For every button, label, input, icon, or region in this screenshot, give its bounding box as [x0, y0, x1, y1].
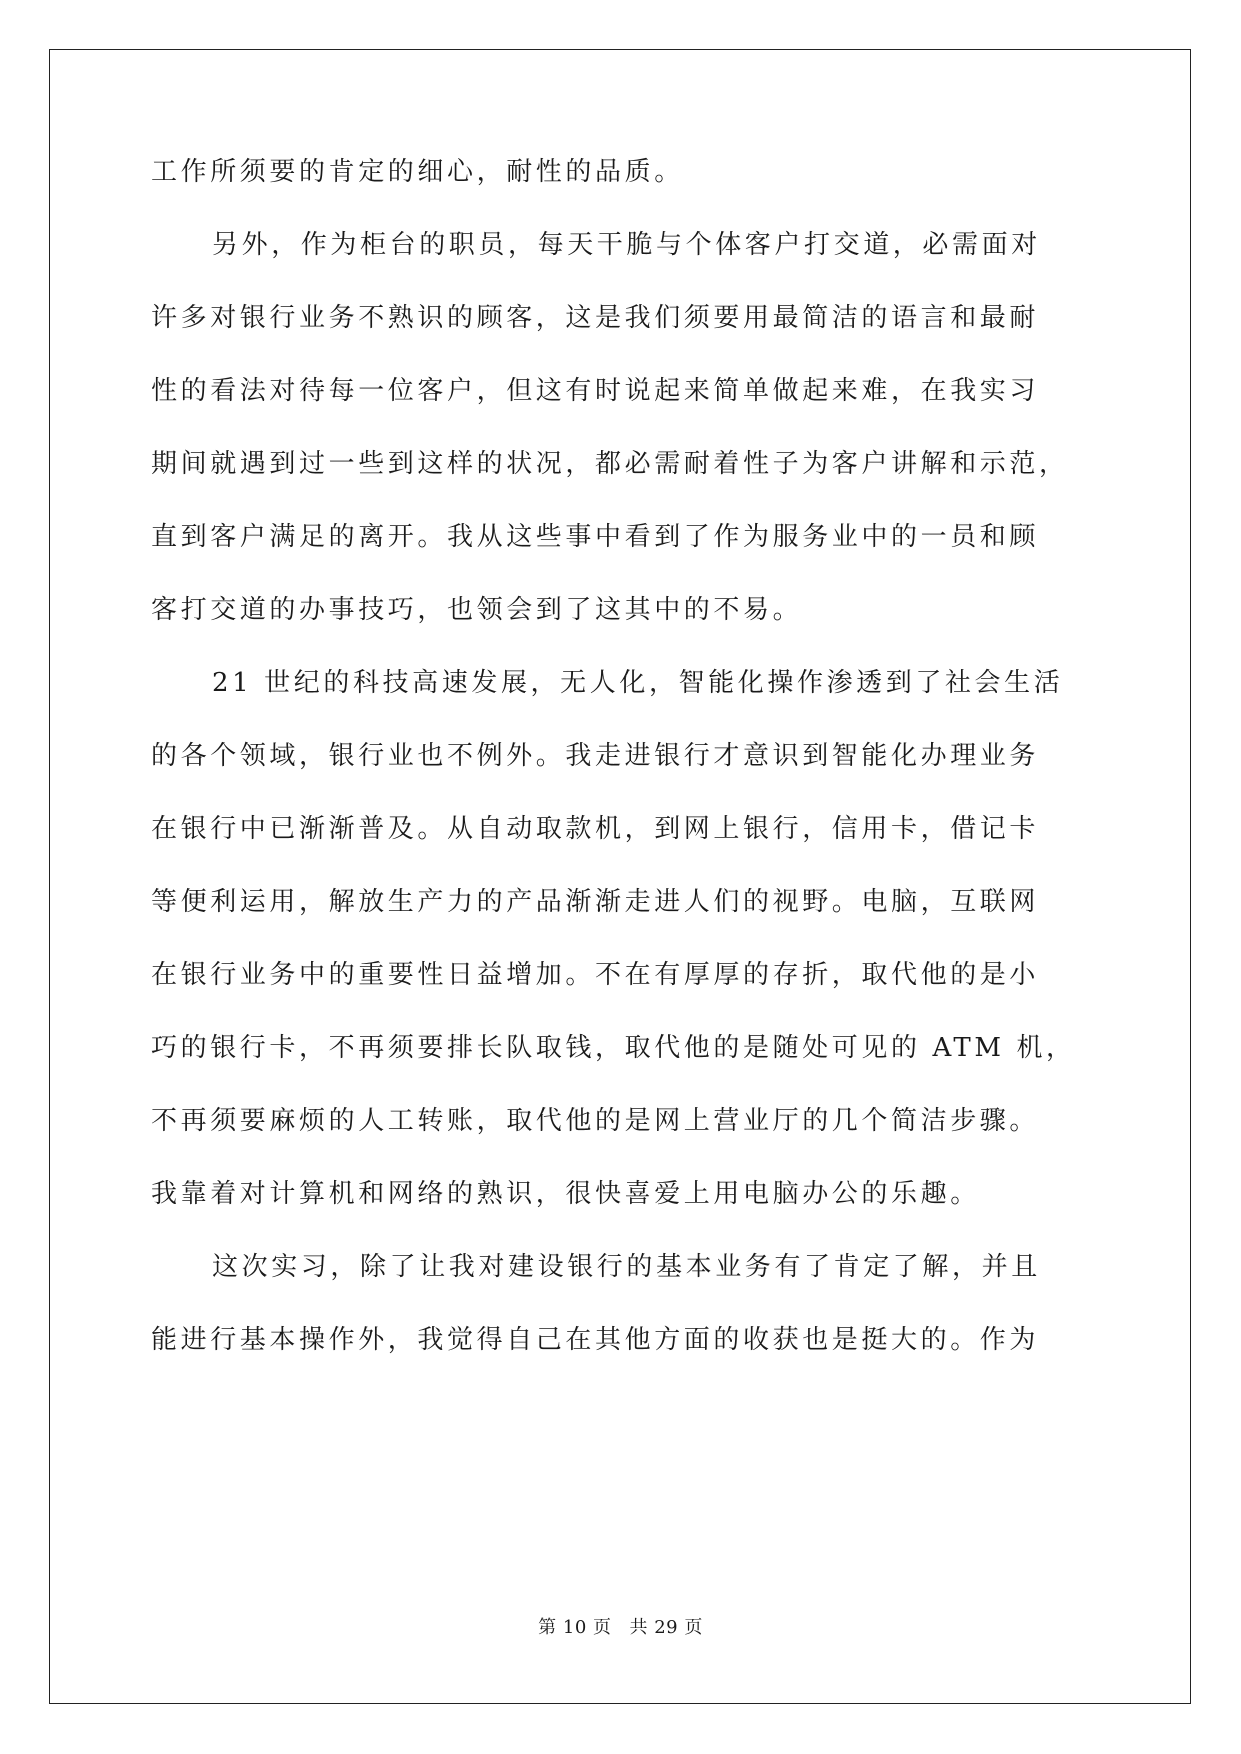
paragraph-line: 客打交道的办事技巧，也领会到了这其中的不易。: [151, 595, 803, 625]
paragraph-line: 21 世纪的科技高速发展，无人化，智能化操作渗透到了社会生活: [212, 668, 1064, 698]
paragraph-line: 性的看法对待每一位客户，但这有时说起来简单做起来难，在我实习: [151, 376, 1040, 406]
paragraph-line: 等便利运用，解放生产力的产品渐渐走进人们的视野。电脑，互联网: [151, 887, 1040, 917]
paragraph-line: 期间就遇到过一些到这样的状况，都必需耐着性子为客户讲解和示范，: [151, 449, 1069, 479]
paragraph-line: 我靠着对计算机和网络的熟识，很快喜爱上用电脑办公的乐趣。: [151, 1179, 980, 1209]
paragraph-line: 在银行中已渐渐普及。从自动取款机，到网上银行，信用卡，借记卡: [151, 814, 1040, 844]
page-number: 第 10 页: [538, 1617, 612, 1638]
paragraph-line: 在银行业务中的重要性日益增加。不在有厚厚的存折，取代他的是小: [151, 960, 1040, 990]
paragraph-line: 的各个领域，银行业也不例外。我走进银行才意识到智能化办理业务: [151, 741, 1040, 771]
page-total: 共 29 页: [629, 1617, 703, 1638]
paragraph-line: 能进行基本操作外，我觉得自己在其他方面的收获也是挺大的。作为: [151, 1325, 1040, 1355]
paragraph-line: 许多对银行业务不熟识的顾客，这是我们须要用最简洁的语言和最耐: [151, 303, 1040, 333]
paragraph-line: 直到客户满足的离开。我从这些事中看到了作为服务业中的一员和顾: [151, 522, 1040, 552]
paragraph-line: 另外，作为柜台的职员，每天干脆与个体客户打交道，必需面对: [212, 230, 1041, 260]
paragraph-line: 工作所须要的肯定的细心，耐性的品质。: [151, 157, 684, 187]
paragraph-line: 不再须要麻烦的人工转账，取代他的是网上营业厅的几个简洁步骤。: [151, 1106, 1040, 1136]
paragraph-line: 这次实习，除了让我对建设银行的基本业务有了肯定了解，并且: [212, 1252, 1041, 1282]
page-footer: [0, 1614, 1241, 1642]
paragraph-line: 巧的银行卡，不再须要排长队取钱，取代他的是随处可见的 ATM 机，: [151, 1033, 1076, 1063]
